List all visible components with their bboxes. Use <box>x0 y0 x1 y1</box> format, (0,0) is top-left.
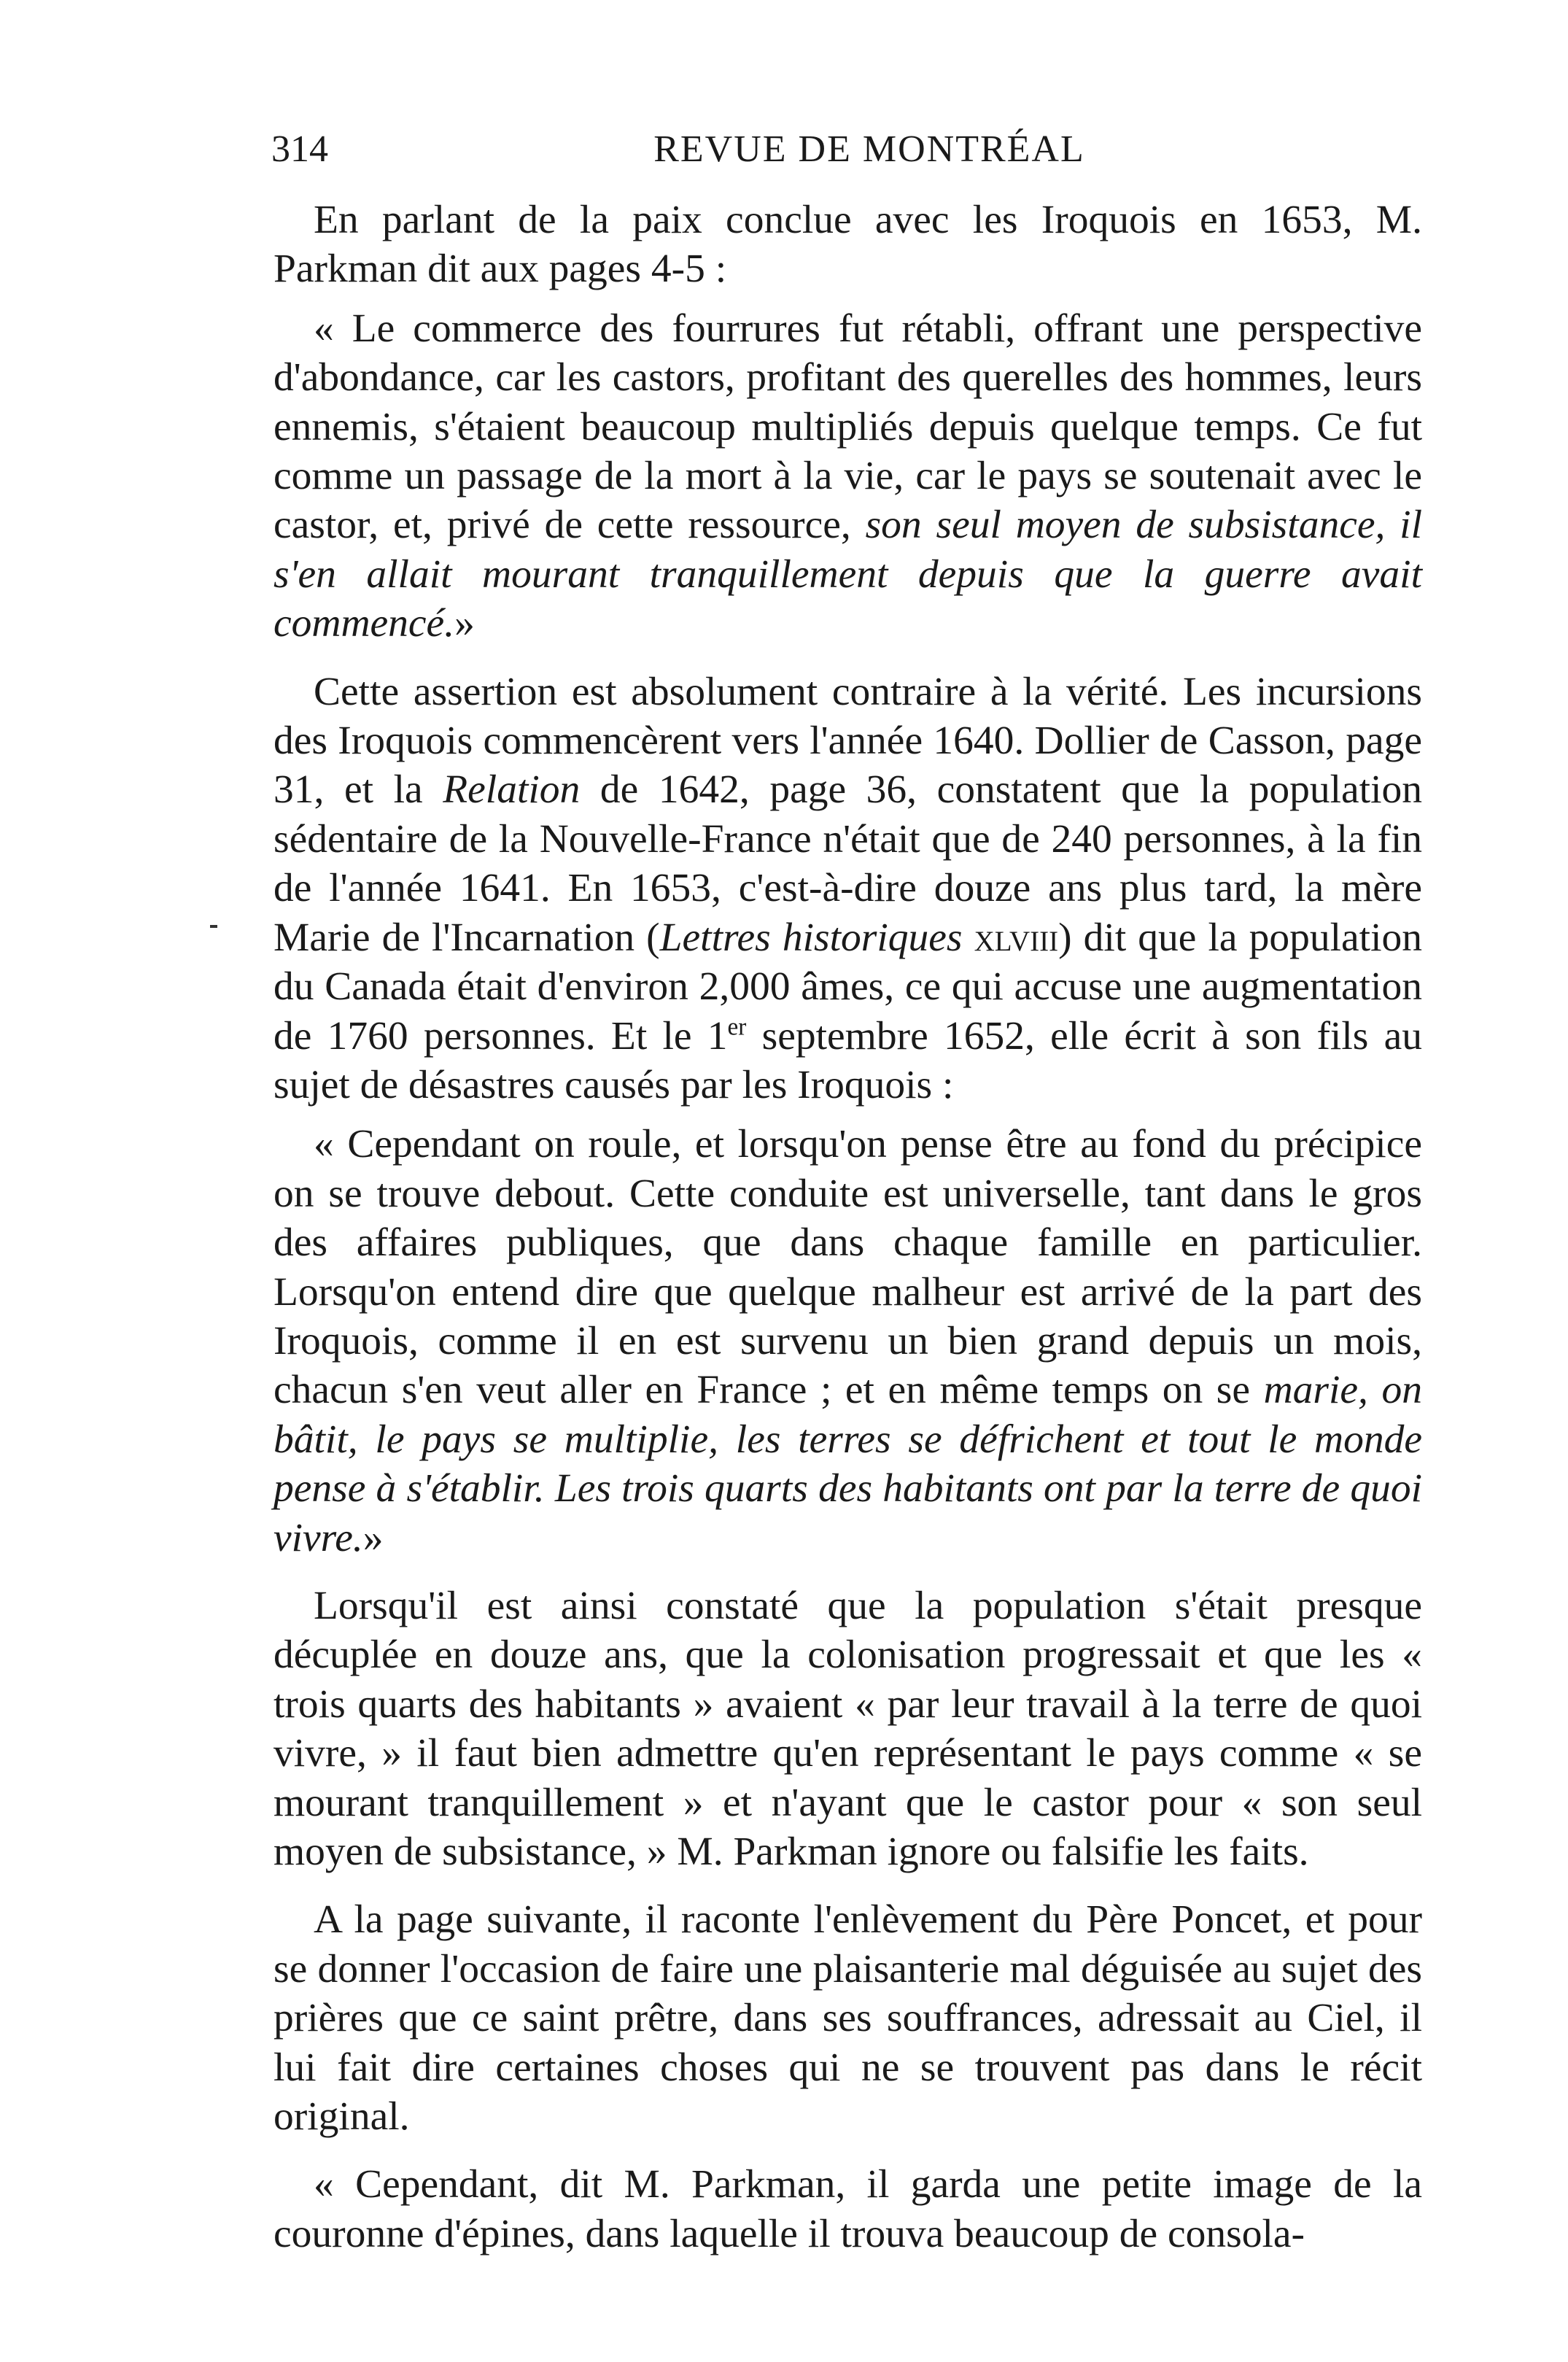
paragraph-2-part-d: septembre 1652, elle écrit à son fils au sujet de désastres causés par les Iroquois : <box>273 1013 1422 1107</box>
quotation-1-close: » <box>454 601 475 646</box>
ordinal-superscript: er <box>727 1013 747 1040</box>
roman-numeral: xlviii <box>962 915 1059 960</box>
quotation-1-italic: son seul moyen de subsistance, il s'en allait mourant tranquillement depuis que la guerre avait commencé. <box>273 503 1422 646</box>
paragraph-4: A la page suivante, il raconte l'enlèvement du Père Poncet, et pour se donner l'occasion de faire une plaisanterie mal déguisée au sujet des prières que ce saint prêtre, dans ses souffrances, adressait au Ciel, il lui fait dire certaines choses qui ne se trouvent pas dans le récit original. <box>273 1897 1422 2140</box>
paragraph-2 <box>273 667 1422 1110</box>
quotation-2 <box>273 1120 1422 1563</box>
paragraph-5: « Cependant, dit M. Parkman, il garda une petite image de la couronne d'épines, dans laquelle il trouva beaucoup de consola- <box>273 2162 1422 2256</box>
quotation-2-italic: marie, on bâtit, le pays se multiplie, les terres se défrichent et tout le monde pense à s'établir. Les trois quarts des habitants ont par la terre de quoi vivre. <box>273 1368 1422 1560</box>
relation-title: Relation <box>443 767 581 813</box>
quotation-2-close: » <box>362 1515 384 1560</box>
body-text <box>273 195 1422 2258</box>
paragraph-2-part-a: Cette assertion est absolument contraire à la vérité. Les incursions des Iroquois commencèrent vers l'année 1640. Dollier de Casson, page 31, et la <box>273 669 1422 813</box>
paragraph-2-part-b: de 1642, page 36, constatent que la population sédentaire de la Nouvelle-France n'était que de 240 personnes, à la fin de l'année 1641. En 1653, c'est-à-dire douze ans plus tard, la mère Marie de l'Incarnation ( <box>273 767 1422 960</box>
running-head: REVUE DE MONTRÉAL <box>653 128 1085 170</box>
paragraph-3: Lorsqu'il est ainsi constaté que la population s'était presque décuplée en douze ans, que la colonisation progressait et que les « trois quarts des habitants » avaient « par leur travail à la terre de quoi vivre, » il faut bien admettre qu'en représentant le pays comme « se mourant tranquillement » et n'ayant que le castor pour « son seul moyen de subsistance, » M. Parkman ignore ou falsifie les faits. <box>273 1583 1422 1874</box>
page-header <box>271 117 1424 182</box>
page-number: 314 <box>271 128 328 170</box>
quotation-1 <box>273 304 1422 648</box>
quotation-2-roman: « Cependant on roule, et lorsqu'on pense être au fond du précipice on se trouve debout. Cette conduite est universelle, tant dans le gros des affaires publiques, que dans chaque famille en particulier. Lorsqu'on entend dire que quelque malheur est arrivé de la part des Iroquois, comme il en est survenu un bien grand depuis un mois, chacun s'en veut aller en France ; et en même temps on se <box>273 1122 1422 1413</box>
paragraph-1: En parlant de la paix conclue avec les Iroquois en 1653, M. Parkman dit aux pages 4-5 : <box>273 198 1422 292</box>
paragraph-2-part-c: ) dit que la population du Canada était d'environ 2,000 âmes, ce qui accuse une augmentation de 1760 personnes. Et le 1 <box>273 915 1422 1058</box>
lettres-historiques-title: Lettres historiques <box>659 915 963 960</box>
margin-mark <box>210 925 217 928</box>
quotation-1-roman: « Le commerce des fourrures fut rétabli, offrant une perspective d'abondance, car les castors, profitant des querelles des hommes, leurs ennemis, s'étaient beaucoup multipliés depuis quelque temps. Ce fut comme un passage de la mort à la vie, car le pays se soutenait avec le castor, et, privé de cette ressource, <box>273 306 1422 548</box>
